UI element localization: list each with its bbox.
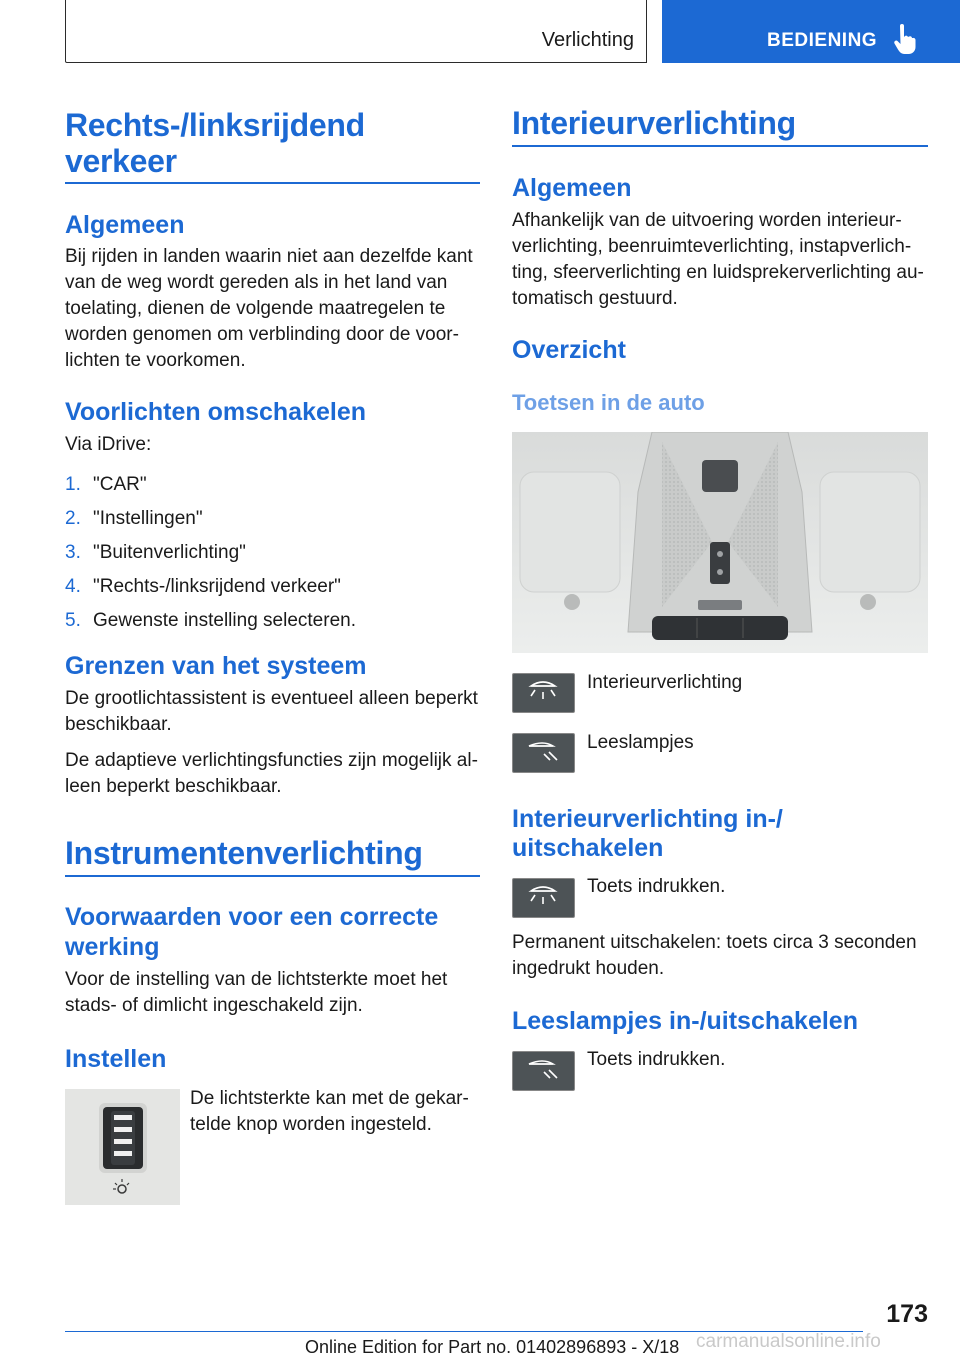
text-line: stads- of dimlicht ingeschakeld zijn.	[65, 995, 363, 1016]
header-section-tab	[65, 0, 647, 63]
section-toetsen-subtitle: Toetsen in de auto	[512, 390, 705, 415]
text-line: telde knop worden ingesteld.	[190, 1114, 432, 1135]
step-text: Gewenste instelling selecteren.	[93, 610, 356, 631]
list-item	[65, 574, 485, 608]
header-chapter-tab	[662, 0, 960, 63]
step-text: "Instellingen"	[93, 508, 203, 529]
step-text: "Rechts-/linksrijdend verkeer"	[93, 576, 341, 597]
text-line: verlichting, beenruimteverlichting, instapverlich-	[512, 236, 912, 257]
legend-label-reading: Leeslampjes	[587, 732, 694, 753]
list-item	[65, 506, 485, 540]
footer-edition: Online Edition for Part no. 01402896893 - X/18	[305, 1337, 680, 1357]
heading-rule	[65, 182, 480, 184]
heading-rule	[65, 875, 480, 877]
section-instellen-text	[190, 1086, 485, 1138]
hand-pointer-icon	[894, 24, 916, 54]
dimmer-knob-icon	[65, 1089, 180, 1205]
text-line: Permanent uitschakelen: toets circa 3 seconden	[512, 932, 917, 953]
section-voorwaarden-title-line2: werking	[65, 933, 160, 961]
section-voorwaarden-text	[65, 967, 485, 1019]
heading-rechts-links-line2: verkeer	[65, 143, 177, 179]
toets-indrukken-text: Toets indrukken.	[587, 876, 726, 897]
interior-light-icon	[512, 878, 575, 918]
step-number: 1.	[65, 474, 81, 495]
step-number: 5.	[65, 610, 81, 631]
page-number: 173	[886, 1300, 928, 1328]
legend-label-interior: Interieurverlichting	[587, 672, 743, 693]
step-number: 4.	[65, 576, 81, 597]
list-item	[65, 472, 485, 506]
heading-interieurverlichting: Interieurverlichting	[512, 105, 796, 141]
section-leeslampjes-title: Leeslampjes in-/uitschakelen	[512, 1007, 858, 1035]
text-line: tomatisch gestuurd.	[512, 288, 678, 309]
text-line: beschikbaar.	[65, 714, 172, 735]
steps-list	[65, 472, 485, 642]
text-line: van de weg wordt gereden als in het land van	[65, 272, 448, 293]
text-line: Voor de instelling van de lichtsterkte moet het	[65, 969, 448, 990]
section-algemeen-right-text	[512, 208, 937, 312]
heading-rechts-links-line1: Rechts-/linksrijdend	[65, 107, 365, 143]
section-interieur-schakelen-text	[512, 930, 937, 982]
text-line: leen beperkt beschikbaar.	[65, 776, 282, 797]
text-line: Bij rijden in landen waarin niet aan dezelfde kant	[65, 246, 473, 267]
watermark: carmanualsonline.info	[696, 1331, 881, 1352]
text-line: ting, sfeerverlichting en luidsprekerverlichting au-	[512, 262, 924, 283]
section-overzicht-title: Overzicht	[512, 336, 626, 364]
section-grenzen-title: Grenzen van het systeem	[65, 652, 367, 680]
text-line: De lichtsterkte kan met de gekar-	[190, 1088, 469, 1109]
list-item	[65, 540, 485, 574]
toets-indrukken-text: Toets indrukken.	[587, 1049, 726, 1070]
section-grenzen-text	[65, 686, 485, 800]
interior-light-icon	[512, 673, 575, 713]
via-idrive-text: Via iDrive:	[65, 434, 152, 455]
text-line: De grootlichtassistent is eventueel alleen beperkt	[65, 688, 478, 709]
section-algemeen-right-title: Algemeen	[512, 174, 632, 202]
header-section-title: Verlichting	[541, 29, 634, 51]
step-text: "Buitenverlichting"	[93, 542, 246, 563]
roof-console-photo	[512, 432, 928, 653]
text-line: ingedrukt houden.	[512, 958, 665, 979]
header-chapter-title: BEDIENING	[767, 30, 878, 51]
text-line: toelating, dienen de volgende maatregelen te	[65, 298, 446, 319]
text-line: Afhankelijk van de uitvoering worden interieur-	[512, 210, 902, 231]
dimmer-knob-photo	[65, 1089, 180, 1205]
text-line: lichten te voorkomen.	[65, 350, 246, 371]
step-number: 2.	[65, 508, 81, 529]
section-instellen-title: Instellen	[65, 1045, 167, 1073]
roof-console-image	[512, 432, 928, 653]
section-voorlichten-title: Voorlichten omschakelen	[65, 398, 367, 426]
text-line: De adaptieve verlichtingsfuncties zijn mogelijk al-	[65, 750, 478, 771]
section-algemeen-title: Algemeen	[65, 211, 185, 239]
section-interieur-schakelen-title-line1: Interieurverlichting in-/	[512, 805, 783, 833]
list-item	[65, 608, 485, 642]
step-text: "CAR"	[93, 474, 147, 495]
text-line: worden genomen om verblinding door de voor-	[65, 324, 459, 345]
section-voorwaarden-title-line1: Voorwaarden voor een correcte	[65, 903, 439, 931]
reading-light-icon	[512, 733, 575, 773]
heading-rule	[512, 145, 928, 147]
heading-instrumentenverlichting: Instrumentenverlichting	[65, 835, 423, 871]
reading-light-icon	[512, 1051, 575, 1091]
section-interieur-schakelen-title-line2: uitschakelen	[512, 834, 664, 862]
section-algemeen-text	[65, 244, 485, 374]
step-number: 3.	[65, 542, 81, 563]
